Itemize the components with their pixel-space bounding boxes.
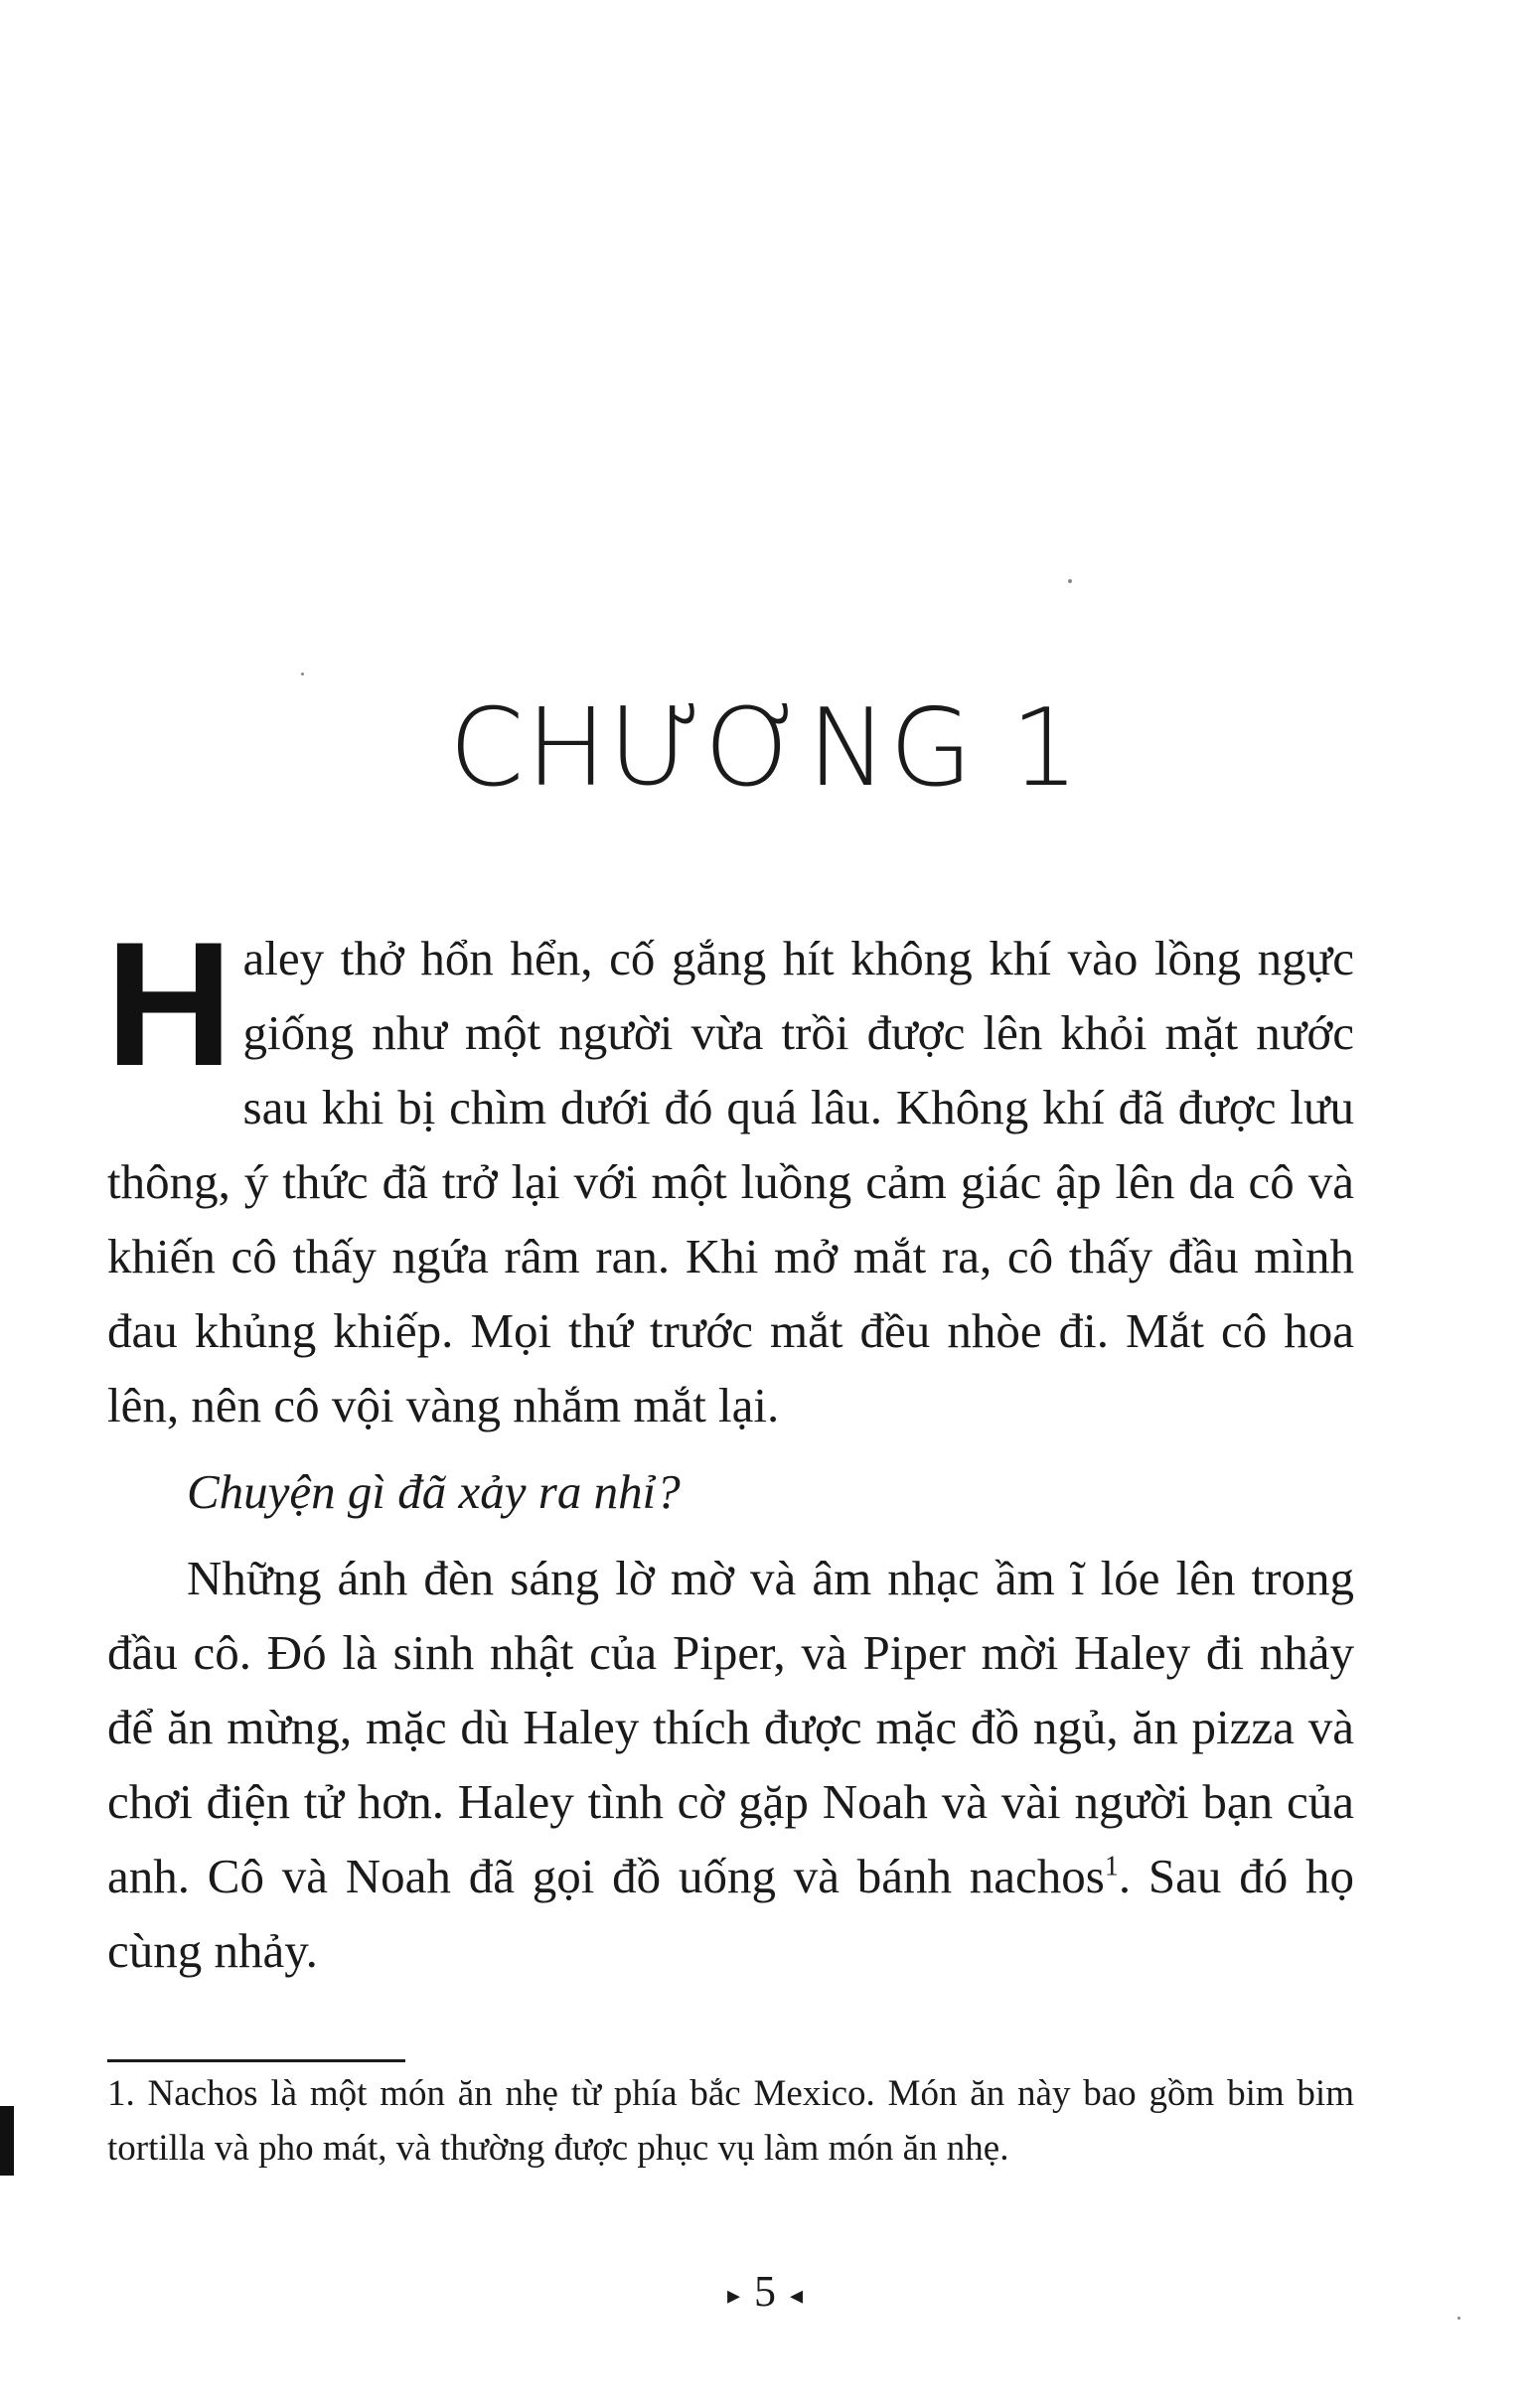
footnote-marker: 1 xyxy=(1104,1851,1119,1882)
chapter-body xyxy=(105,905,1354,1988)
footnote-divider xyxy=(107,2059,405,2062)
first-paragraph-text: aley thở hổn hển, cố gắng hít không khí vào lồng ngực giống như một người vừa trồi được lên khỏi mặt nước sau khi bị chìm dưới đó quá lâu. Không khí đã được lưu thông, ý thức đã trở lại với một luồng cảm giác ập lên da cô và khiến cô thấy ngứa râm ran. Khi mở mắt ra, cô thấy đầu mình đau khủng khiếp. Mọi thứ trước mắt đều nhòe đi. Mắt cô hoa lên, nên cô vội vàng nhắm mắt lại. xyxy=(107,931,1354,1432)
print-speck xyxy=(1457,2317,1460,2320)
third-paragraph-text: Những ánh đèn sáng lờ mờ và âm nhạc ầm ĩ lóe lên trong đầu cô. Đó là sinh nhật của Piper, và Piper mời Haley đi nhảy để ăn mừng, mặc dù Haley thích được mặc đồ ngủ, ăn pizza và chơi điện tử hơn. Haley tình cờ gặp Noah và vài người bạn của anh. Cô và Noah đã gọi đồ uống và bánh nachos xyxy=(107,1551,1354,1903)
print-speck xyxy=(1068,579,1072,583)
spine-mark xyxy=(0,2106,14,2176)
page-number: 5 xyxy=(754,2267,776,2316)
first-paragraph xyxy=(105,905,1354,1442)
page-footer xyxy=(0,2267,1530,2316)
third-paragraph xyxy=(107,1541,1354,1988)
page-number-left-ornament: ▸ xyxy=(726,2280,740,2310)
book-spine-edge xyxy=(0,1952,16,2190)
third-paragraph-ending: . Sau đó họ cùng nhảy. xyxy=(107,1849,1354,1978)
print-speck xyxy=(301,673,304,676)
chapter-title: CHƯƠNG 1 xyxy=(449,686,1081,812)
drop-cap: H xyxy=(105,905,233,1103)
italic-paragraph: Chuyện gì đã xảy ra nhỉ? xyxy=(187,1464,681,1519)
page-number-right-ornament: ◂ xyxy=(790,2280,804,2310)
footnote: 1. Nachos là một món ăn nhẹ từ phía bắc Mexico. Món ăn này bao gồm bim bim tortilla và pho mát, và thường được phục vụ làm món ăn nhẹ. xyxy=(107,2073,1354,2169)
